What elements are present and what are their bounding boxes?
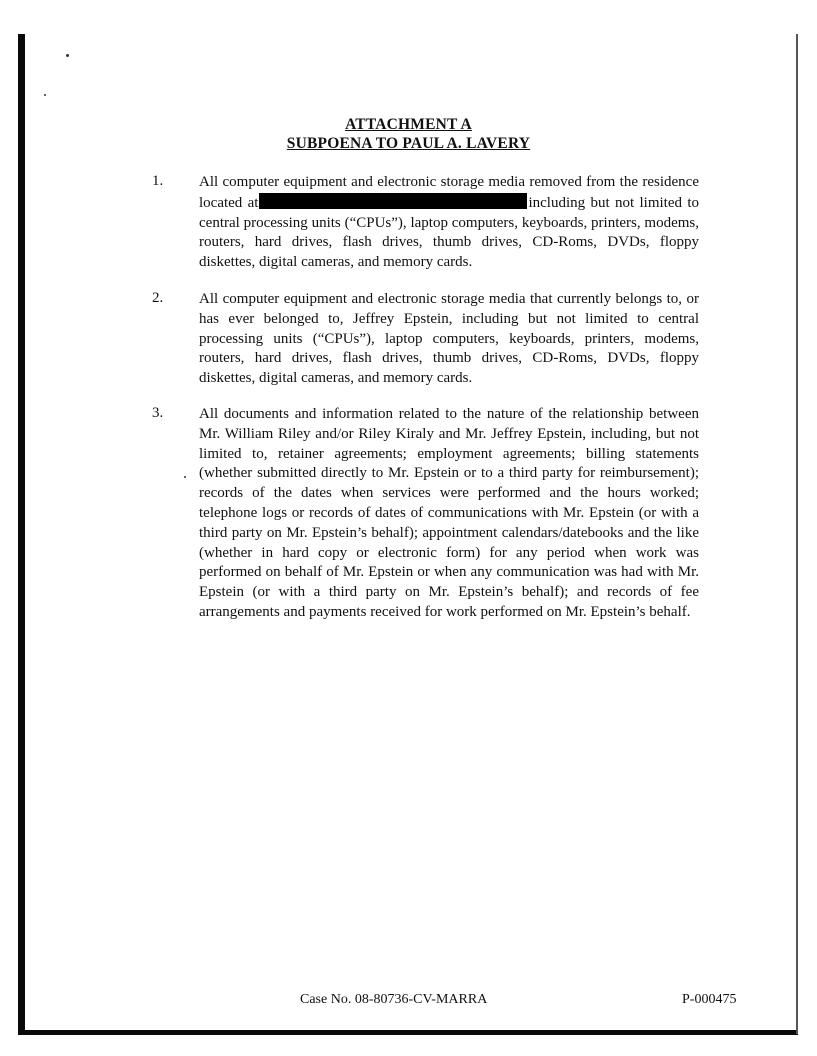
scan-border-right [796, 34, 798, 1034]
item-number: 2. [152, 290, 164, 306]
case-number: Case No. 08-80736-CV-MARRA [300, 992, 488, 1007]
scan-speck [184, 476, 186, 478]
scan-border-bottom [18, 1030, 798, 1035]
attachment-title: ATTACHMENT A [345, 116, 472, 133]
item-text [199, 173, 699, 273]
item-text: All computer equipment and electronic storage media that currently belongs to, or has ever belonged to, Jeffrey Epstein, including but not limited to central processing units (“CPUs”), laptop computers, keyboards, printers, modems, routers, hard drives, flash drives, thumb drives, CD-Roms, DVDs, floppy diskettes, digital cameras, and memory cards. [199, 291, 699, 387]
item-text-after-redaction: including but not limited to central processing units (“CPUs”), laptop computers, keyboards, printers, modems, routers, hard drives, flash drives, thumb drives, CD-Roms, DVDs, floppy diskettes, digital cameras, and memory cards. [199, 194, 699, 271]
item-number: 1. [152, 173, 164, 189]
bates-number: P-000475 [682, 992, 737, 1007]
redaction-block [259, 193, 527, 209]
scan-border-left [18, 34, 25, 1034]
item-text: All documents and information related to the nature of the relationship between Mr. William Riley and/or Riley Kiraly and Mr. Jeffrey Epstein, including, but not limited to, retainer agreements; employment agreements; billing statements (whether submitted directly to Mr. Epstein or to a third party for reimbursement); records of the dates when services were performed and the hours worked; telephone logs or records of dates of communications with Mr. Epstein (or with a third party on Mr. Epstein’s behalf); appointment calendars/datebooks and the like (whether in hard copy or electronic form) for any period when work was performed on behalf of Mr. Epstein or when any communication was had with Mr. Epstein (or with a third party on Mr. Epstein’s behalf); and records of fee arrangements and payments received for work performed on Mr. Epstein’s behalf. [199, 406, 699, 620]
item-number: 3. [152, 405, 164, 421]
scan-speck [66, 54, 69, 57]
scan-speck [44, 94, 46, 96]
subpoena-subtitle: SUBPOENA TO PAUL A. LAVERY [286, 135, 531, 152]
item-text-before-redaction: All computer equipment and electronic storage media removed from the residence located at [199, 174, 699, 211]
